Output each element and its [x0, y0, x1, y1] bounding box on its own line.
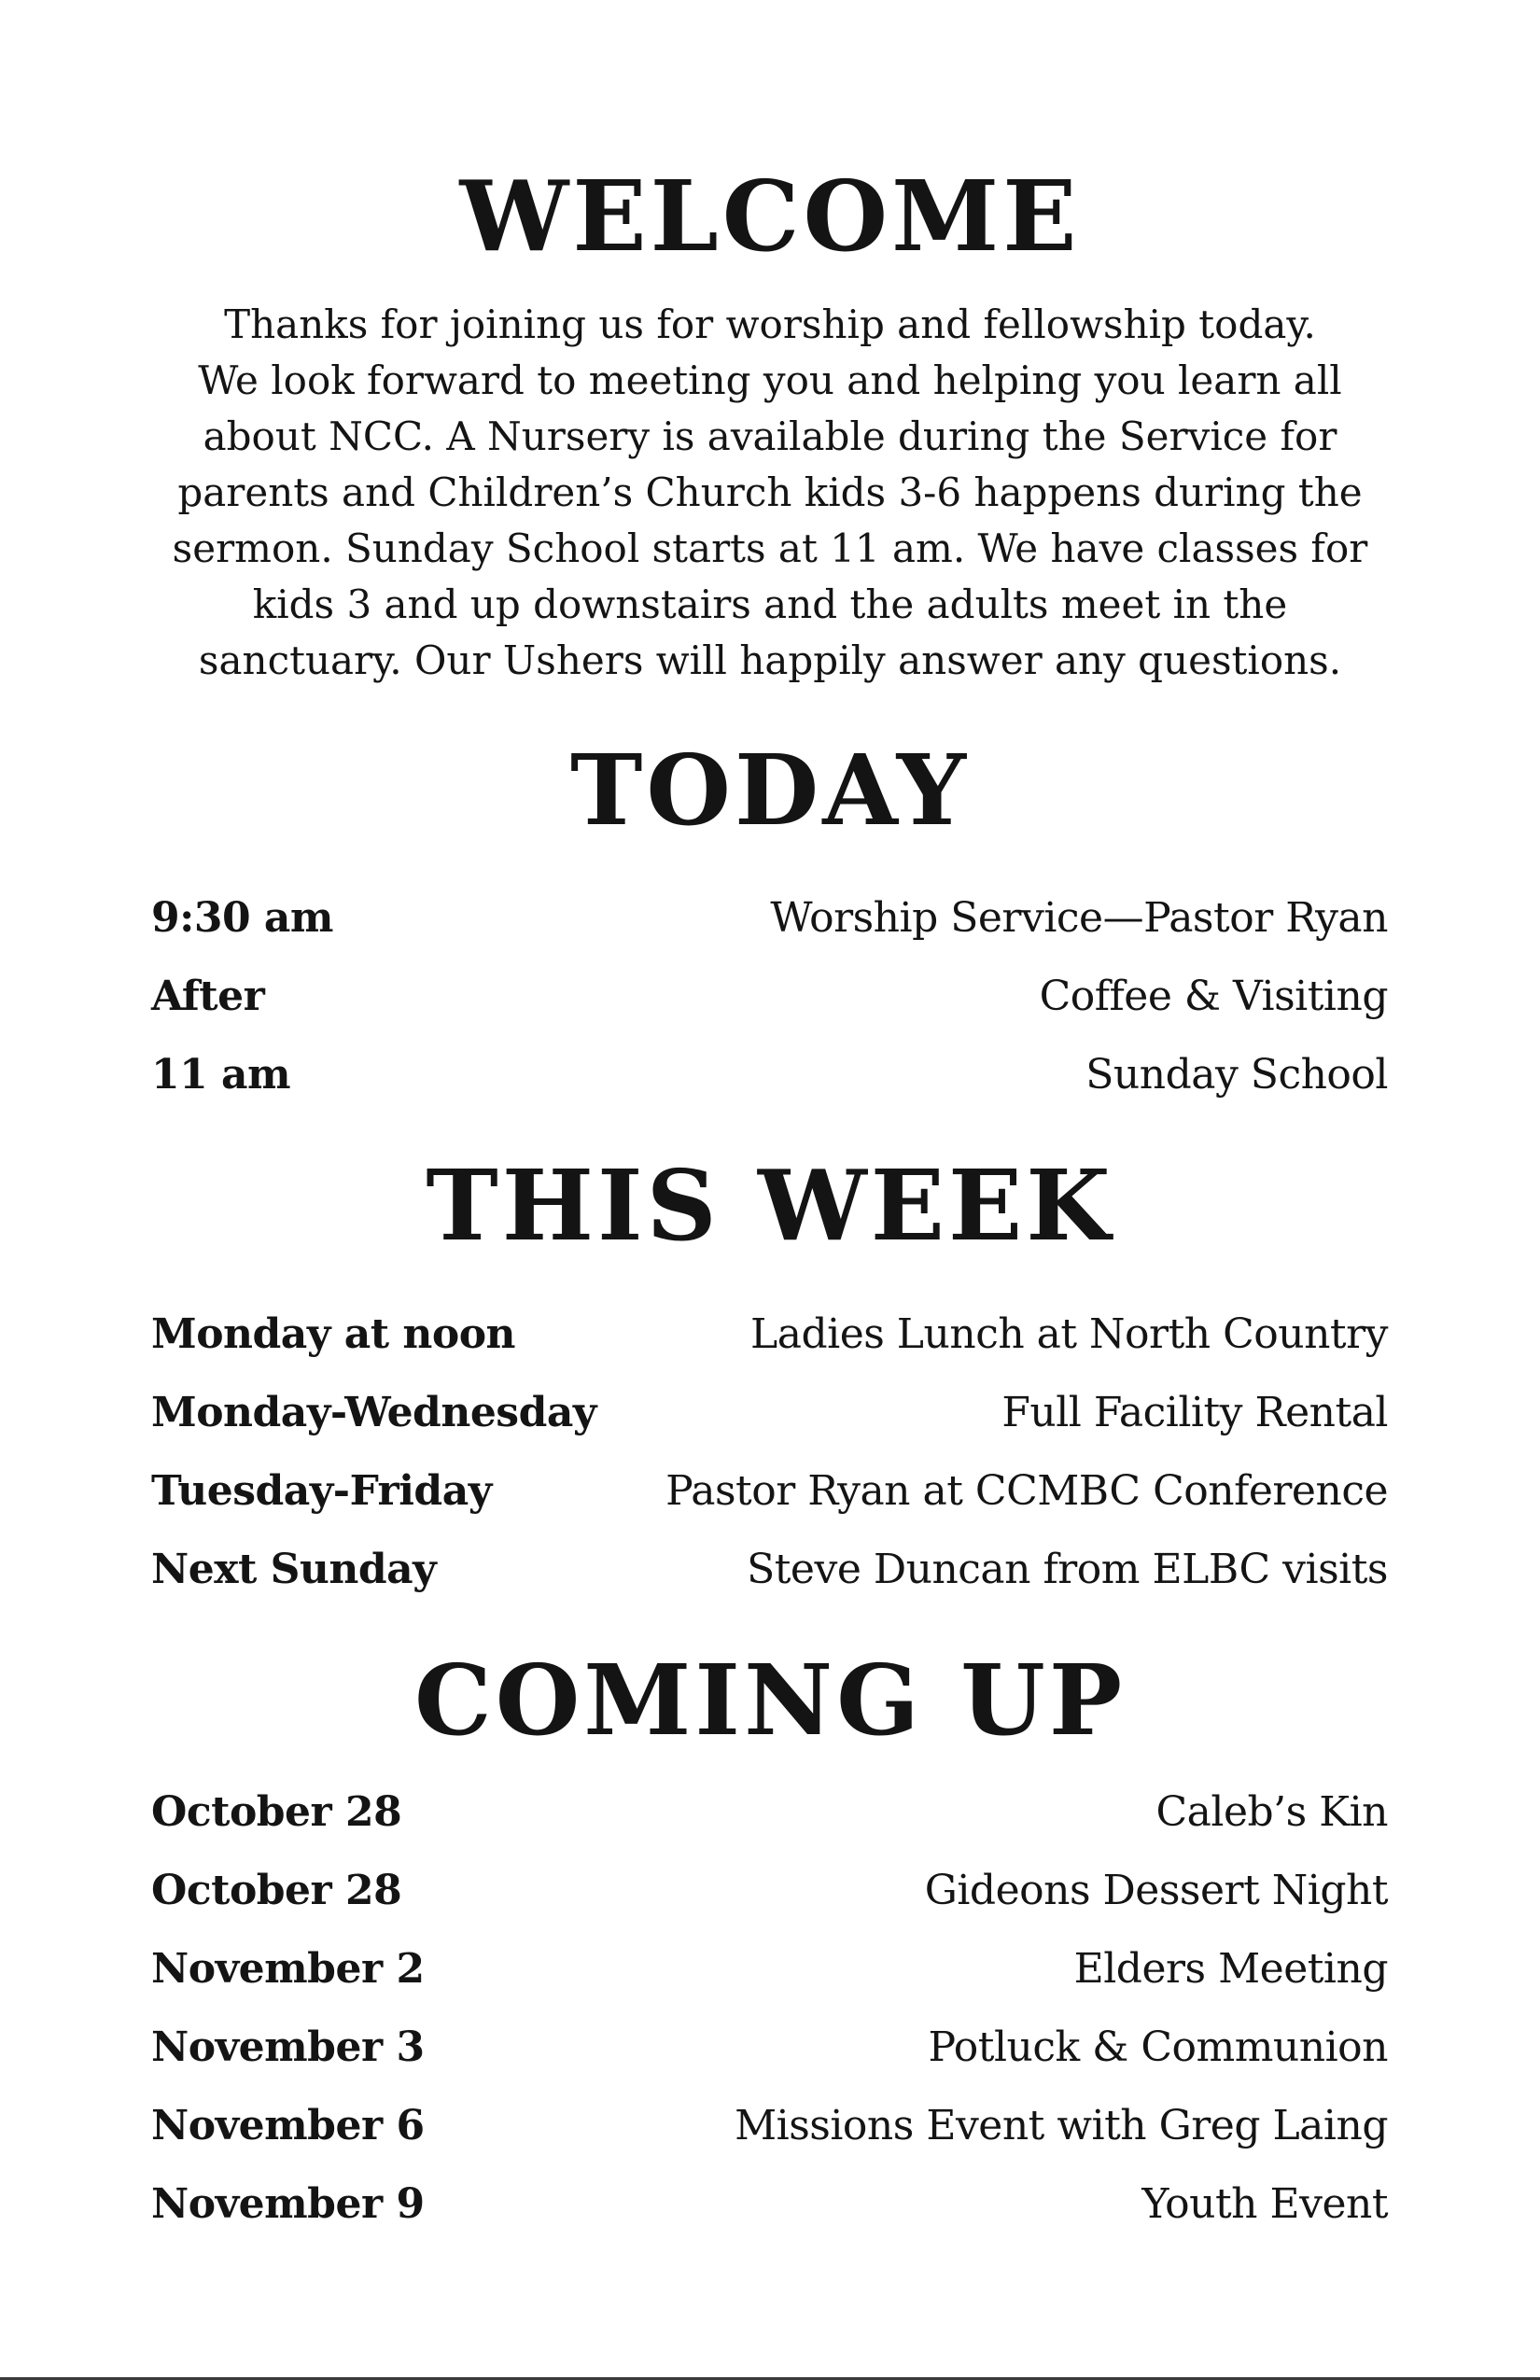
schedule-row [151, 1930, 1388, 2009]
schedule-event: Full Facility Rental [1001, 1389, 1388, 1436]
schedule-time: After [151, 973, 265, 1020]
coming-up-heading: COMING UP [413, 1643, 1127, 1757]
schedule-row [151, 1852, 1388, 1930]
schedule-day: Monday-Wednesday [151, 1389, 596, 1436]
schedule-date: November 3 [151, 2023, 425, 2071]
schedule-row [151, 1374, 1388, 1452]
schedule-date: November 6 [151, 2102, 425, 2149]
welcome-heading: WELCOME [459, 159, 1081, 273]
schedule-day: Tuesday-Friday [151, 1467, 492, 1515]
schedule-event: Coffee & Visiting [1039, 973, 1388, 1020]
welcome-line: We look forward to meeting you and helping you learn all [198, 357, 1342, 403]
schedule-row [151, 2165, 1388, 2244]
welcome-line: kids 3 and up downstairs and the adults meet in the [252, 581, 1288, 627]
schedule-time: 9:30 am [151, 894, 333, 942]
schedule-row [151, 2087, 1388, 2165]
schedule-day: Monday at noon [151, 1310, 516, 1358]
schedule-row [151, 2009, 1388, 2087]
schedule-event: Gideons Dessert Night [924, 1867, 1388, 1914]
schedule-event: Missions Event with Greg Laing [735, 2102, 1388, 2149]
coming-up-schedule [151, 1773, 1388, 2244]
welcome-line: Thanks for joining us for worship and fellowship today. [224, 301, 1316, 347]
schedule-date: November 9 [151, 2180, 425, 2228]
schedule-row [151, 1531, 1388, 1609]
schedule-event: Steve Duncan from ELBC visits [747, 1546, 1388, 1593]
schedule-event: Ladies Lunch at North Country [750, 1310, 1388, 1358]
schedule-event: Pastor Ryan at CCMBC Conference [665, 1467, 1388, 1515]
schedule-day: Next Sunday [151, 1546, 437, 1593]
schedule-event: Youth Event [1141, 2180, 1388, 2228]
schedule-row [151, 1773, 1388, 1852]
schedule-row [151, 1452, 1388, 1531]
schedule-event: Caleb’s Kin [1155, 1788, 1388, 1836]
welcome-line: sermon. Sunday School starts at 11 am. We have classes for [172, 525, 1368, 571]
today-heading: TODAY [570, 733, 970, 847]
schedule-row [151, 1036, 1388, 1114]
welcome-text [149, 297, 1391, 689]
this-week-schedule [151, 1295, 1388, 1609]
schedule-event: Potluck & Communion [928, 2023, 1388, 2071]
schedule-date: October 28 [151, 1788, 402, 1836]
schedule-event: Worship Service—Pastor Ryan [770, 894, 1388, 942]
schedule-event: Elders Meeting [1073, 1945, 1388, 1993]
welcome-line: about NCC. A Nursery is available during the Service for [203, 413, 1337, 459]
schedule-date: November 2 [151, 1945, 425, 1993]
this-week-heading: THIS WEEK [426, 1148, 1114, 1263]
welcome-line: sanctuary. Our Ushers will happily answer any questions. [198, 637, 1342, 683]
welcome-line: parents and Children’s Church kids 3-6 happens during the [177, 469, 1363, 515]
schedule-row [151, 879, 1388, 958]
schedule-event: Sunday School [1085, 1051, 1388, 1099]
today-schedule [151, 879, 1388, 1114]
schedule-time: 11 am [151, 1051, 291, 1099]
schedule-row [151, 958, 1388, 1036]
schedule-row [151, 1295, 1388, 1374]
schedule-date: October 28 [151, 1867, 402, 1914]
